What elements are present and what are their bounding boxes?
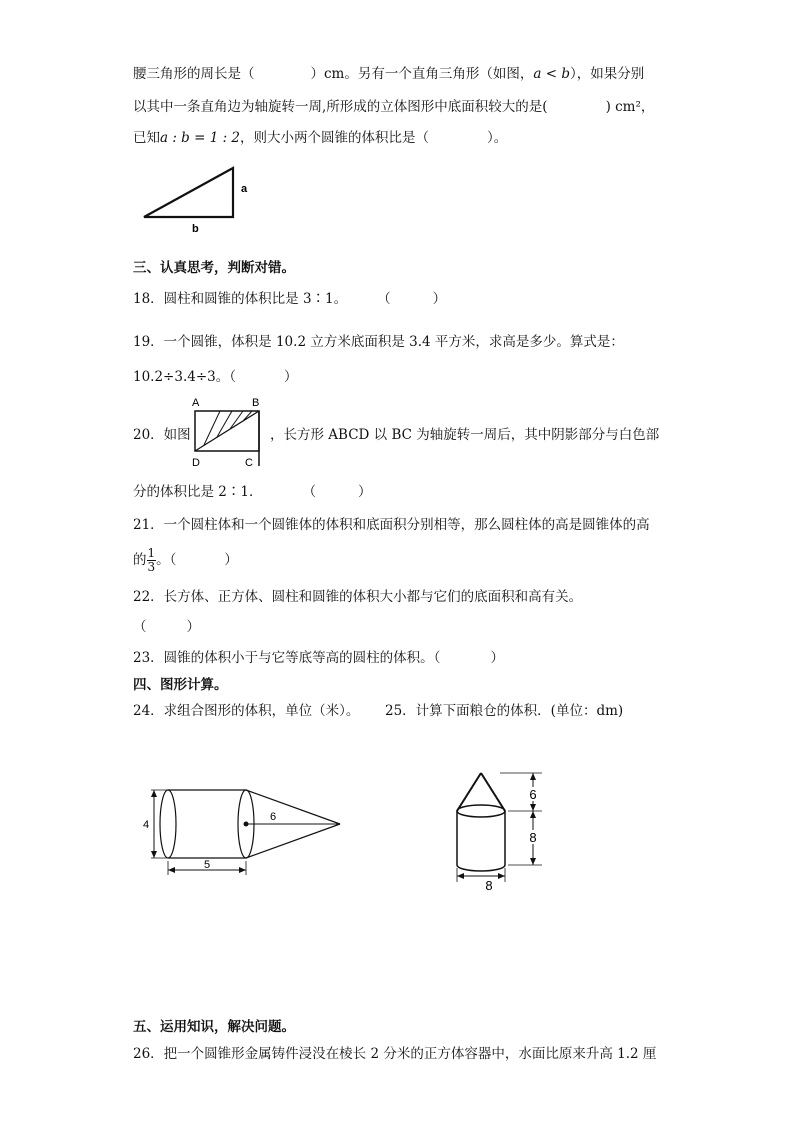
label-a: a <box>241 183 248 195</box>
fraction-one-third <box>147 547 157 574</box>
dim-cone-length: 6 <box>269 811 277 823</box>
text-line-rotation <box>133 97 654 117</box>
answer-paren-close: ） <box>490 650 504 666</box>
question-text: 分的体积比是 2∶1． <box>133 484 263 500</box>
question-22: 22．长方体、正方体、圆柱和圆锥的体积大小都与它们的底面积和高有关。 <box>133 589 583 605</box>
math-inequality: a < b <box>533 66 570 82</box>
label-D: D <box>192 457 200 469</box>
text-segment: ）cm。另有一个直角三角形（如图， <box>310 66 534 82</box>
section-heading-3: 三、认真思考，判断对错。 <box>133 260 295 276</box>
text-line-ratio <box>133 128 507 148</box>
question-21-cont <box>133 547 238 574</box>
answer-paren-close: ） <box>186 619 200 635</box>
dim-granary-diameter: 8 <box>485 878 493 893</box>
formula-text: 10.2÷3.4÷3。（ <box>133 369 236 385</box>
dim-cylinder-height: 8 <box>529 830 537 845</box>
text-segment: 已知 <box>133 130 160 146</box>
math-ratio: a : b = 1 : 2 <box>160 130 241 146</box>
dim-diameter: 4 <box>142 819 150 831</box>
question-22-answer <box>133 617 200 637</box>
question-text: 23．圆锥的体积小于与它等底等高的圆柱的体积。（ <box>133 650 441 666</box>
rectangle-abcd-figure <box>190 394 270 470</box>
section-heading-4: 四、图形计算。 <box>133 677 228 693</box>
question-20: ，长方形 ABCD 以 BC 为轴旋转一周后，其中阴影部分与白色部 <box>270 427 660 443</box>
label-A: A <box>192 397 200 409</box>
text-segment: 以其中一条直角边为轴旋转一周,所形成的立体图形中底面积较大的是( <box>133 99 548 115</box>
question-24: 24．求组合图形的体积，单位（米）。 <box>133 703 360 719</box>
text-segment: ），如果分别 <box>569 66 645 82</box>
fraction-denominator: 3 <box>147 560 156 574</box>
answer-paren-close: ） <box>284 369 298 385</box>
answer-paren-close: ） <box>432 291 447 307</box>
answer-paren-close: ） <box>357 484 372 500</box>
cylinder-cone-figure <box>140 780 350 880</box>
question-23 <box>133 648 504 668</box>
section-heading-5: 五、运用知识，解决问题。 <box>133 1019 295 1035</box>
fraction-numerator: 1 <box>147 546 156 560</box>
question-text: 18．圆柱和圆锥的体积比是 3∶1。 <box>133 291 348 307</box>
text-line-perimeter <box>133 64 644 84</box>
dim-cone-height: 6 <box>529 787 537 802</box>
question-20-cont <box>133 482 371 502</box>
question-20-prefix: 20．如图 <box>133 427 191 443</box>
question-18 <box>133 289 446 309</box>
text-segment: ，则大小两个圆锥的体积比是（ <box>240 130 430 146</box>
answer-paren-open: （ <box>133 619 147 635</box>
question-19: 19．一个圆锥，体积是 10.2 立方米底面积是 3.4 平方米，求高是多少。算式是： <box>133 334 624 350</box>
text-segment: ）。 <box>487 130 508 146</box>
question-text: 。（ <box>156 552 177 568</box>
question-25: 25．计算下面粮仓的体积．(单位：dm) <box>385 703 624 719</box>
question-19-formula <box>133 367 298 387</box>
label-b: b <box>192 223 199 235</box>
question-21: 21．一个圆柱体和一个圆锥体的体积和底面积分别相等，那么圆柱体的高是圆锥体的高 <box>133 517 650 533</box>
label-C: C <box>245 457 253 469</box>
dim-length: 5 <box>203 859 211 871</box>
text-segment: 腰三角形的周长是（ <box>133 66 255 82</box>
answer-paren-open: （ <box>302 484 316 500</box>
question-26: 26．把一个圆锥形金属铸件浸没在棱长 2 分米的正方体容器中，水面比原来升高 1.2 厘 <box>133 1046 657 1062</box>
granary-figure <box>450 768 560 893</box>
answer-paren-close: ） <box>224 552 238 568</box>
label-B: B <box>252 397 260 409</box>
question-text: 的 <box>133 552 147 568</box>
text-segment: ) cm²， <box>605 99 655 115</box>
right-triangle-figure <box>140 165 250 237</box>
answer-paren-open: （ <box>377 291 391 307</box>
